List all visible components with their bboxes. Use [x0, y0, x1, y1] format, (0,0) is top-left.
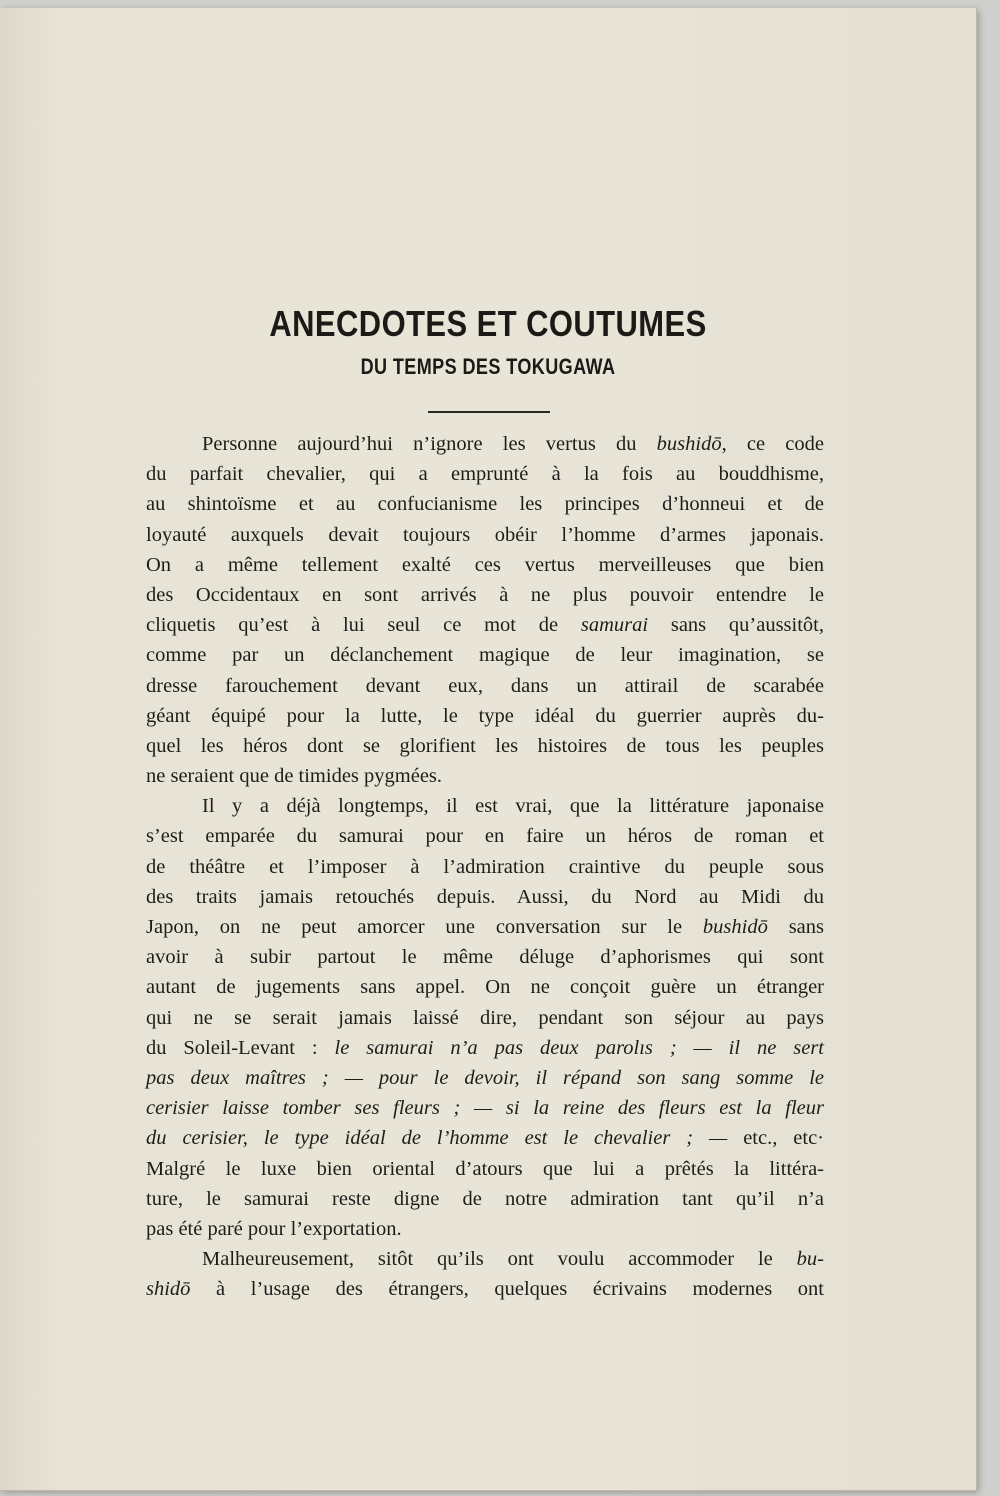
- text-line: [146, 640, 824, 670]
- paragraph: [146, 1244, 824, 1304]
- paragraph: [146, 791, 824, 1244]
- text-line: [146, 520, 824, 550]
- text-run: Malgré le luxe bien oriental d’atours que lui a prêtés la littéra-: [146, 1157, 824, 1180]
- article-body: [146, 429, 824, 1304]
- text-line: [146, 1184, 824, 1214]
- title-divider: [428, 411, 550, 413]
- italic-text: du cerisier, le type idéal de l’homme est le chevalier ; —: [146, 1127, 744, 1150]
- text-run: du parfait chevalier, qui a emprunté à la fois au bouddhisme,: [146, 463, 824, 486]
- text-line: [146, 882, 824, 912]
- italic-text: shidō: [146, 1278, 191, 1301]
- text-line: [146, 972, 824, 1002]
- text-run: sans: [767, 916, 824, 938]
- text-line: [146, 1093, 824, 1123]
- text-line: [146, 761, 824, 791]
- text-run: comme par un déclanchement magique de leur imagination, se: [146, 644, 824, 667]
- text-run: Japon, on ne peut amorcer une conversation sur le: [146, 916, 703, 938]
- text-run: du Soleil-Levant :: [146, 1036, 335, 1059]
- text-run: des Occidentaux en sont arrivés à ne plus pouvoir entendre le: [146, 583, 824, 606]
- text-line: [146, 1003, 824, 1033]
- italic-text: bushidō: [702, 916, 768, 938]
- text-run: loyauté auxquels devait toujours obéir l’homme d’armes japonais.: [146, 523, 824, 546]
- text-line: [146, 821, 824, 851]
- text-line: [146, 1123, 824, 1153]
- italic-text: le samurai n’a pas deux parolıs ; — il ne sert: [334, 1036, 824, 1059]
- text-run: à l’usage des étrangers, quelques écrivains modernes ont: [190, 1278, 824, 1301]
- text-line: [146, 1244, 824, 1274]
- text-line: [146, 429, 824, 459]
- text-run: géant équipé pour la lutte, le type idéal du guerrier auprès du-: [146, 704, 824, 727]
- text-run: dresse farouchement devant eux, dans un attirail de scarabée: [146, 674, 824, 697]
- document-page: [0, 8, 977, 1491]
- italic-text: samurai: [580, 614, 649, 637]
- text-run: des traits jamais retouchés depuis. Aussi, du Nord au Midi du: [146, 885, 824, 908]
- text-line: [146, 671, 824, 701]
- text-run: au shintoïsme et au confucianisme les principes d’honneui et de: [146, 493, 824, 516]
- text-run: de théâtre et l’imposer à l’admiration craintive du peuple sous: [146, 855, 824, 878]
- text-line: [146, 1063, 824, 1093]
- text-line: [146, 550, 824, 580]
- text-run: ture, le samurai reste digne de notre admiration tant qu’il n’a: [146, 1187, 824, 1210]
- text-line: [146, 701, 824, 731]
- italic-text: bu-: [796, 1248, 824, 1271]
- text-run: Malheureusement, sitôt qu’ils ont voulu accommoder le: [202, 1248, 797, 1271]
- text-run: sans qu’aussitôt,: [648, 614, 824, 637]
- text-line: [146, 610, 824, 640]
- text-line: [146, 1033, 824, 1063]
- paragraph: [146, 429, 824, 791]
- article-title: ANECDOTES ET COUTUMES: [269, 303, 707, 344]
- text-line: [146, 791, 824, 821]
- italic-text: bushidō: [656, 433, 722, 455]
- text-run: autant de jugements sans appel. On ne conçoit guère un étranger: [146, 976, 824, 999]
- text-line: [146, 912, 824, 942]
- text-line: [146, 852, 824, 882]
- text-line: [146, 580, 824, 610]
- text-run: avoir à subir partout le même déluge d’aphorismes qui sont: [146, 946, 824, 969]
- italic-text: cerisier laisse tomber ses fleurs ; — si la reine des fleurs est la fleur: [146, 1097, 824, 1120]
- text-run: qui ne se serait jamais laissé dire, pendant son séjour au pays: [146, 1006, 824, 1029]
- text-line: [146, 1274, 824, 1304]
- text-run: ne seraient que de timides pygmées.: [146, 765, 443, 788]
- article-subtitle: DU TEMPS DES TOKUGAWA: [360, 354, 616, 379]
- text-run: etc., etc·: [743, 1127, 824, 1150]
- text-run: s’est emparée du samurai pour en faire un héros de roman et: [146, 825, 824, 848]
- text-run: On a même tellement exalté ces vertus merveilleuses que bien: [146, 553, 824, 576]
- text-line: [146, 459, 824, 489]
- text-line: [146, 489, 824, 519]
- text-line: [146, 1214, 824, 1244]
- text-run: Personne aujourd’hui n’ignore les vertus du: [202, 433, 657, 455]
- text-line: [146, 942, 824, 972]
- text-run: quel les héros dont se glorifient les histoires de tous les peuples: [146, 734, 824, 757]
- text-line: [146, 1154, 824, 1184]
- text-run: Il y a déjà longtemps, il est vrai, que la littérature japonaise: [202, 795, 824, 818]
- text-run: pas été paré pour l’exportation.: [146, 1217, 402, 1240]
- italic-text: pas deux maîtres ; — pour le devoir, il répand son sang somme le: [146, 1066, 824, 1089]
- text-line: [146, 731, 824, 761]
- text-run: cliquetis qu’est à lui seul ce mot de: [146, 614, 581, 637]
- text-run: , ce code: [721, 433, 824, 455]
